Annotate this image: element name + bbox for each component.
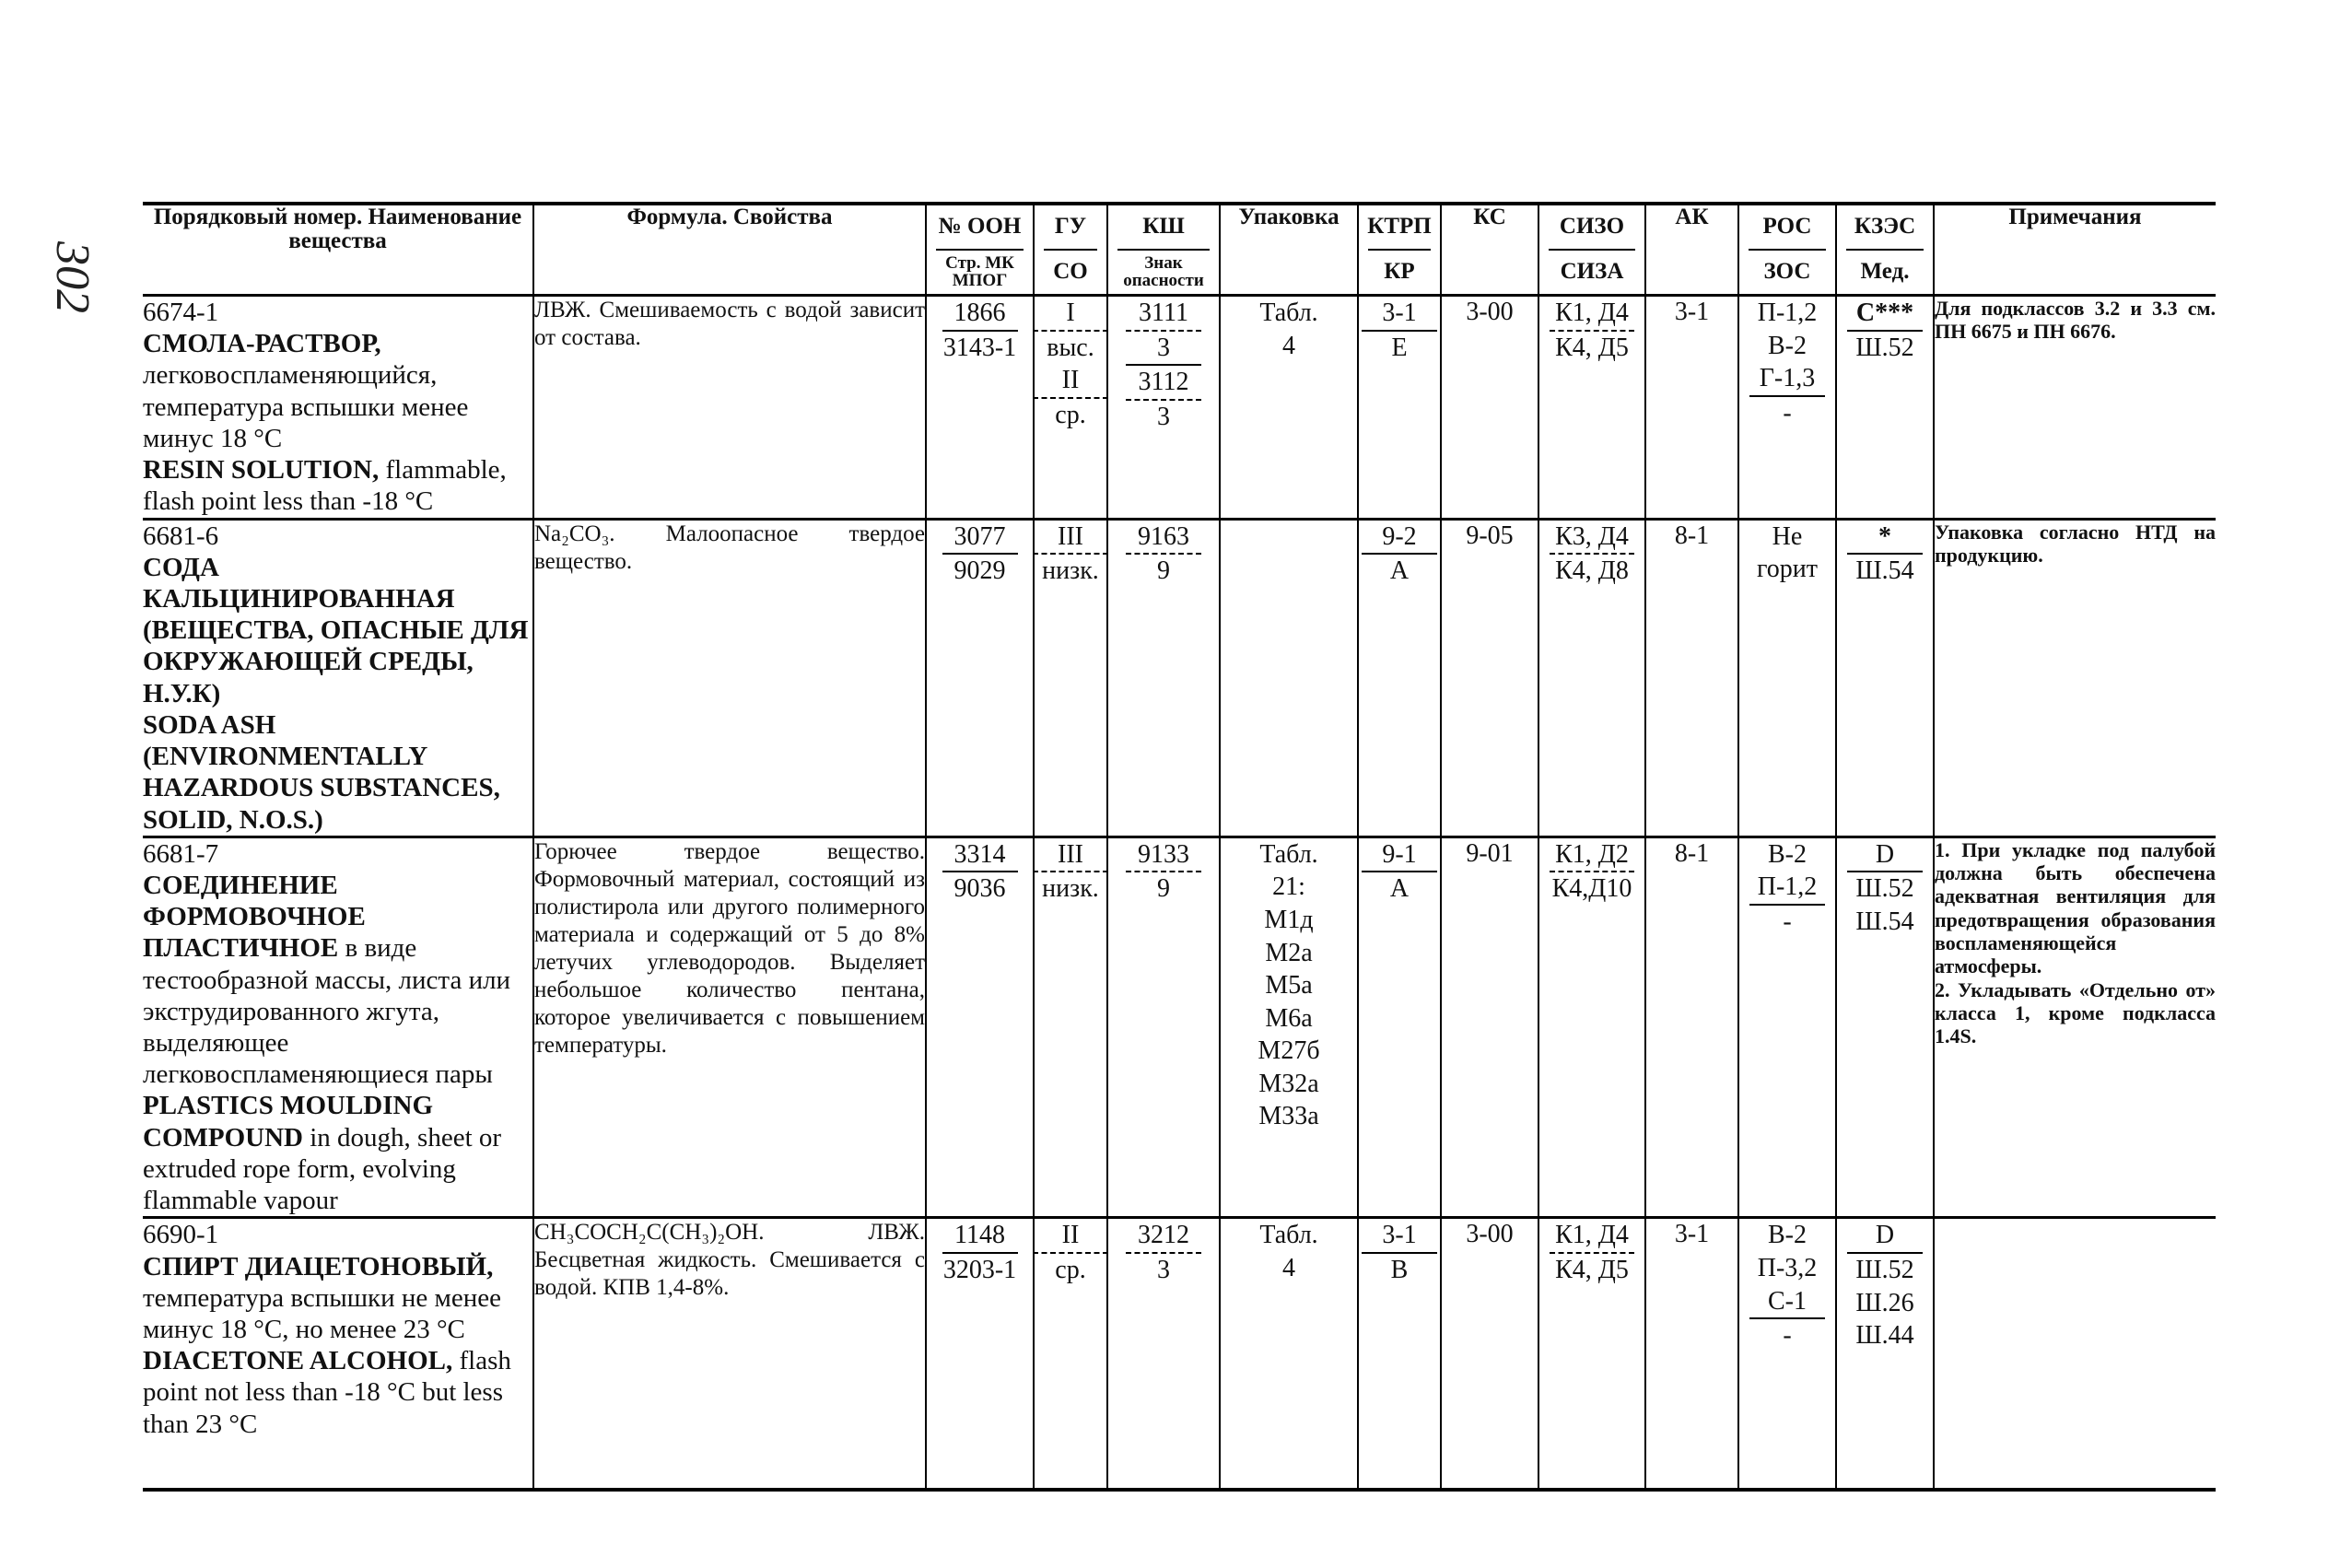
un-cell (926, 1218, 1034, 1490)
ak-cell: 3-1 (1645, 296, 1738, 520)
gu-value-2: II (1033, 364, 1108, 399)
formula-cell: Na₂CO₃. Малоопасное твердое вещество. (533, 519, 926, 837)
ak-cell: 8-1 (1645, 837, 1738, 1218)
un-cell (926, 296, 1034, 520)
ak-cell: 3-1 (1645, 1218, 1738, 1490)
table-header-row (143, 204, 2216, 296)
header-ksh-bottom: Знак опасности (1123, 253, 1204, 290)
pack-cell (1220, 296, 1358, 520)
header-kzes-bottom: Мед. (1860, 259, 1910, 285)
ak-cell: 8-1 (1645, 519, 1738, 837)
table-row (143, 1218, 2216, 1490)
substance-name-en-desc: flammable, flash point less than -18 °С (143, 455, 507, 517)
kr-value: А (1389, 556, 1410, 586)
pack-item: М33а (1258, 1102, 1319, 1131)
med-value: Ш.52 (1855, 874, 1914, 904)
kzes-value: С*** (1847, 297, 1923, 332)
ksh-code-2: 3112 (1126, 366, 1201, 401)
note-item: 2. Укладывать «Отдельно от» класса 1, кроме подкласса 1.4S. (1935, 977, 2216, 1048)
header-name: Порядковый номер. Наименование вещества (153, 205, 522, 254)
siza-value: К4, Д5 (1555, 1255, 1629, 1284)
header-ksh (1107, 204, 1220, 296)
pack-item: М2а (1265, 938, 1313, 967)
sizo-value: К1, Д2 (1550, 838, 1634, 873)
ksh-code: 9163 (1126, 521, 1201, 556)
pack-table: Табл. (1259, 1221, 1318, 1250)
ros-cell (1738, 296, 1836, 520)
pack-table-number: 4 (1282, 331, 1295, 360)
gu-degree: выс. (1047, 333, 1094, 362)
header-ros (1738, 204, 1836, 296)
notes-cell: Для подклассов 3.2 и 3.3 см. ПН 6675 и ПН 6676. (1934, 296, 2216, 520)
table-row (143, 519, 2216, 837)
substance-name-en: RESIN SOLUTION, (143, 455, 380, 486)
ktrp-cell (1358, 296, 1441, 520)
hazard-sign: 9 (1157, 556, 1170, 586)
kr-value: В (1390, 1255, 1409, 1284)
siza-value: К4, Д8 (1555, 556, 1629, 586)
pack-cell (1220, 1218, 1358, 1490)
kzes-cell (1836, 1218, 1934, 1490)
substance-name-en: DIACETONE ALCOHOL, (143, 1346, 453, 1376)
substance-name-en: PLASTICS MOULDING COMPOUND (143, 1091, 434, 1153)
imdg-page: 3203-1 (942, 1255, 1017, 1284)
ros-value-2: горит (1756, 555, 1818, 584)
ros-value-2: П-1,2 (1749, 871, 1825, 906)
header-ak: АК (1645, 204, 1738, 296)
sizo-cell (1538, 1218, 1645, 1490)
siza-value: К4,Д10 (1551, 874, 1632, 904)
substance-name-ru: СОЕДИНЕНИЕ ФОРМОВОЧНОЕ ПЛАСТИЧНОЕ (143, 870, 366, 964)
med-value: Ш.54 (1855, 556, 1914, 586)
un-cell (926, 837, 1034, 1218)
ksh-cell (1107, 1218, 1220, 1490)
header-kzes (1836, 204, 1934, 296)
substance-number: 6674-1 (143, 298, 219, 327)
ktrp-cell (1358, 1218, 1441, 1490)
ktrp-value: 3-1 (1362, 1219, 1437, 1254)
ktrp-value: 9-1 (1362, 838, 1437, 873)
pack-item: М32а (1258, 1069, 1319, 1098)
header-ktrp-bottom: КР (1384, 259, 1415, 285)
imdg-page: 9029 (953, 556, 1006, 586)
header-ksh-top: КШ (1117, 205, 1210, 251)
imdg-page: 9036 (953, 874, 1006, 904)
notes-cell (1934, 837, 2216, 1218)
header-un (926, 204, 1034, 296)
pack-item: М6а (1265, 1003, 1313, 1033)
gu-degree: низк. (1042, 556, 1099, 586)
substance-name-ru-desc: в виде тестообразной массы, листа или экструдированного жгута, выделяющее легковоспламеняющиеся пары (143, 933, 511, 1090)
ksh-code: 9133 (1126, 838, 1201, 873)
substance-name-en-desc: flash point not less than -18 °С but less than 23 °С (143, 1346, 511, 1439)
ktrp-cell (1358, 837, 1441, 1218)
substance-name-ru: СПИРТ ДИАЦЕТОНОВЫЙ, (143, 1251, 494, 1281)
zos-value: - (1783, 398, 1792, 427)
kr-value: Е (1391, 333, 1408, 362)
ros-value-2: П-3,2 (1757, 1253, 1818, 1282)
pack-table-number: 4 (1282, 1253, 1295, 1282)
med-value: Ш.52 (1855, 333, 1914, 362)
sizo-cell (1538, 519, 1645, 837)
sizo-cell (1538, 296, 1645, 520)
ktrp-cell (1358, 519, 1441, 837)
header-sizo (1538, 204, 1645, 296)
header-gu (1034, 204, 1107, 296)
kzes-cell (1836, 837, 1934, 1218)
kzes-value: D (1847, 838, 1923, 873)
sizo-value: К3, Д4 (1550, 521, 1634, 556)
ks-cell: 3-00 (1441, 296, 1538, 520)
un-number: 1148 (942, 1219, 1018, 1254)
page-number: 302 (46, 241, 99, 313)
gu-degree: ср. (1055, 1255, 1086, 1284)
pack-item: 21: (1272, 872, 1305, 902)
substance-name-ru: СМОЛА-РАСТВОР, (143, 329, 381, 359)
sizo-value: К1, Д4 (1550, 1219, 1634, 1254)
ros-value: В-2 (1768, 839, 1807, 869)
header-ktrp-top: КТРП (1368, 205, 1431, 251)
ksh-cell (1107, 296, 1220, 520)
pack-cell (1220, 519, 1358, 837)
ros-value-2: В-2 (1768, 331, 1807, 360)
header-gu-bottom: СО (1053, 259, 1088, 285)
gu-value: III (1033, 838, 1108, 873)
gu-cell (1034, 296, 1107, 520)
note-item: 1. При укладке под палубой должна быть обеспечена адекватная вентиляция для предотвращения образования воспламеняющейся атмосферы. (1935, 837, 2216, 978)
zos-value: - (1783, 1321, 1792, 1351)
table-row (143, 837, 2216, 1218)
gu-cell (1034, 519, 1107, 837)
formula-cell: Горючее твердое вещество. Формовочный материал, состоящий из полистирола или другого полимерного материала и содержащий от 5 до 8% летучих углеводородов. Выделяет небольшое количество пентана, которое увеличивается с повышением температуры. (533, 837, 926, 1218)
substance-number: 6690-1 (143, 1220, 219, 1250)
substance-number: 6681-6 (143, 521, 219, 551)
zos-value: - (1783, 907, 1792, 936)
gu-degree: низк. (1042, 874, 1099, 904)
ros-value-3: Г-1,3 (1749, 362, 1825, 397)
dangerous-goods-table (143, 202, 2216, 1492)
header-un-top: № ООН (936, 205, 1024, 251)
un-number: 3314 (942, 838, 1018, 873)
ksh-code: 3212 (1126, 1219, 1201, 1254)
sizo-cell (1538, 837, 1645, 1218)
ros-value: П-1,2 (1757, 298, 1818, 327)
kzes-cell (1836, 296, 1934, 520)
header-gu-top: ГУ (1044, 205, 1097, 251)
pack-item: Табл. (1259, 839, 1318, 869)
substance-name-cell (143, 296, 533, 520)
ros-cell (1738, 1218, 1836, 1490)
imdg-page: 3143-1 (942, 333, 1017, 362)
pack-table: Табл. (1259, 298, 1318, 327)
header-ks: КС (1441, 204, 1538, 296)
header-sizo-top: СИЗО (1549, 205, 1635, 251)
ks-cell: 3-00 (1441, 1218, 1538, 1490)
header-un-bottom: Стр. МК МПОГ (945, 253, 1014, 290)
kzes-cell (1836, 519, 1934, 837)
ksh-cell (1107, 837, 1220, 1218)
gu-cell (1034, 837, 1107, 1218)
header-formula: Формула. Свойства (533, 204, 926, 296)
pack-cell (1220, 837, 1358, 1218)
kzes-value: * (1847, 521, 1923, 556)
ros-cell (1738, 837, 1836, 1218)
substance-name-ru-desc: температура вспышки не менее минус 18 °С, но менее 23 °С (143, 1282, 502, 1344)
substance-name-cell (143, 1218, 533, 1490)
med-value: Ш.52 (1855, 1255, 1914, 1284)
sizo-value: К1, Д4 (1550, 297, 1634, 332)
kr-value: А (1389, 874, 1410, 904)
un-number: 3077 (942, 521, 1018, 556)
notes-cell (1934, 1218, 2216, 1490)
formula-cell: CH₃COCH₂C(CH₃)₂OH. ЛВЖ. Бесцветная жидкость. Смешивается с водой. КПВ 1,4-8%. (533, 1218, 926, 1490)
siza-value: К4, Д5 (1555, 333, 1629, 362)
ros-value-3: С-1 (1749, 1285, 1825, 1320)
header-pack: Упаковка (1220, 204, 1358, 296)
header-ros-bottom: ЗОС (1763, 259, 1811, 285)
gu-value: II (1033, 1219, 1108, 1254)
header-ros-top: РОС (1749, 205, 1826, 251)
ktrp-value: 9-2 (1362, 521, 1437, 556)
formula-cell: ЛВЖ. Смешиваемость с водой зависит от состава. (533, 296, 926, 520)
substance-name-en-desc: in dough, sheet or extruded rope form, evolving flammable vapour (143, 1122, 502, 1216)
kzes-value: D (1847, 1219, 1923, 1254)
pack-item: М27б (1258, 1036, 1320, 1066)
hazard-sign-2: 3 (1157, 402, 1170, 431)
gu-value: I (1033, 297, 1108, 332)
ros-value: Не (1772, 521, 1803, 551)
substance-name-cell (143, 837, 533, 1218)
header-kzes-top: КЗЭС (1846, 205, 1924, 251)
substance-number: 6681-7 (143, 838, 219, 869)
substance-name-en: SODA ASH (ENVIRONMENTALLY HAZARDOUS SUBSTANCES, SOLID, N.O.S.) (143, 709, 500, 835)
hazard-sign: 3 (1126, 332, 1201, 367)
ktrp-value: 3-1 (1362, 297, 1437, 332)
substance-name-cell (143, 519, 533, 837)
ks-cell: 9-05 (1441, 519, 1538, 837)
substance-name-ru-desc: легковоспламеняющийся, температура вспышки менее минус 18 °С (143, 360, 469, 453)
ksh-code: 3111 (1126, 297, 1201, 332)
pack-item: М1д (1264, 905, 1314, 934)
med-value-2: Ш.26 (1855, 1288, 1914, 1317)
gu-degree-2: ср. (1055, 400, 1086, 429)
header-notes: Примечания (1934, 204, 2216, 296)
ros-value: В-2 (1768, 1221, 1807, 1250)
substance-name-ru: СОДА КАЛЬЦИНИРОВАННАЯ (ВЕЩЕСТВА, ОПАСНЫЕ ДЛЯ ОКРУЖАЮЩЕЙ СРЕДЫ, Н.У.К) (143, 552, 529, 708)
header-sizo-bottom: СИЗА (1560, 259, 1624, 285)
pack-item: М5а (1265, 971, 1313, 1000)
gu-cell (1034, 1218, 1107, 1490)
ks-cell: 9-01 (1441, 837, 1538, 1218)
ros-cell (1738, 519, 1836, 837)
ksh-cell (1107, 519, 1220, 837)
un-cell (926, 519, 1034, 837)
table-row (143, 296, 2216, 520)
header-ktrp (1358, 204, 1441, 296)
un-number: 1866 (942, 297, 1018, 332)
gu-value: III (1033, 521, 1108, 556)
hazard-sign: 9 (1157, 874, 1170, 904)
med-value-2: Ш.54 (1855, 907, 1914, 936)
med-value-3: Ш.44 (1855, 1321, 1914, 1351)
notes-cell: Упаковка согласно НТД на продукцию. (1934, 519, 2216, 837)
hazard-sign: 3 (1157, 1255, 1170, 1284)
